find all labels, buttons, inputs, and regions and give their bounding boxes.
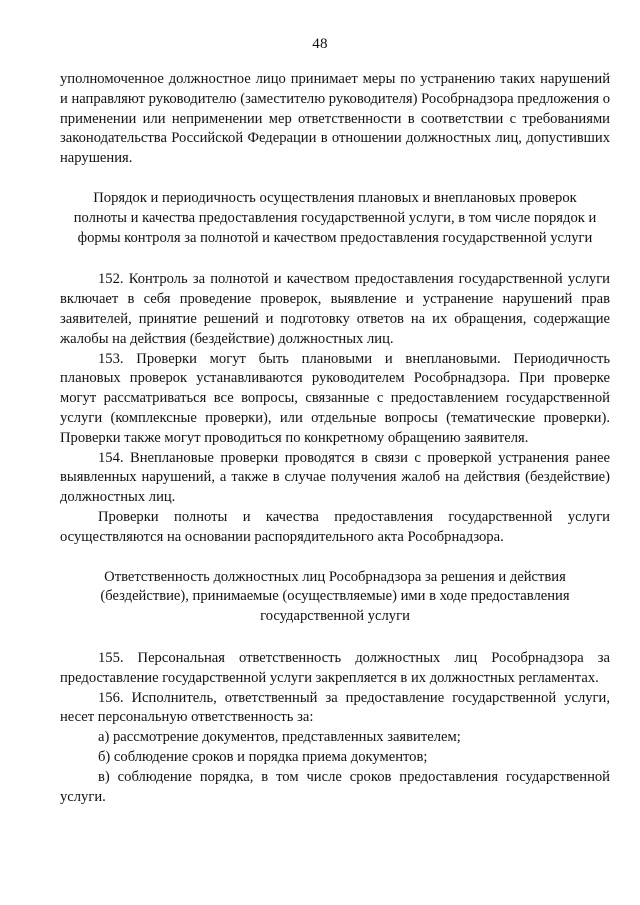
paragraph-152: 152. Контроль за полнотой и качеством предоставления государственной услуги включает в себя проведение проверок, выявление и устранение нарушений прав заявителей, принятие решений и подготовку ответов на их обращения, содержащие жалобы на действия (бездействие) должностных лиц. (60, 271, 610, 347)
document-body (60, 70, 610, 807)
paragraph-155: 155. Персональная ответственность должностных лиц Рособрнадзора за предоставление государственной услуги закрепляется в их должностных регламентах. (60, 649, 610, 686)
list-item-c: в) соблюдение порядка, в том числе сроков предоставления государственной услуги. (60, 768, 610, 805)
paragraph-intro: уполномоченное должностное лицо принимает меры по устранению таких нарушений и направляют руководителю (заместителю руководителя) Рособрнадзора предложения о применении или неприменении мер ответственности в соответствии с требованиями законодательства Российской Федерации в отношении должностных лиц, допустивших нарушения. (60, 71, 610, 167)
paragraph-154-continued: Проверки полноты и качества предоставления государственной услуги осуществляются на основании распорядительного акта Рособрнадзора. (60, 508, 610, 545)
paragraph-153: 153. Проверки могут быть плановыми и внеплановыми. Периодичность плановых проверок устанавливаются руководителем Рособрнадзора. При проверке могут рассматриваться все вопросы, связанные с предоставлением государственной услуги (комплексные проверки), или отдельные вопросы (тематические проверки). Проверки также могут проводиться по конкретному обращению заявителя. (60, 350, 610, 446)
section-heading-control-procedure: Порядок и периодичность осуществления плановых и внеплановых проверок полноты и качества предоставления государственной услуги, в том числе порядок и формы контроля за полнотой и качеством предоставления государственной услуги (73, 189, 597, 246)
section-heading-responsibility: Ответственность должностных лиц Рособрнадзора за решения и действия (бездействие), принимаемые (осуществляемые) ими в ходе предоставления государственной услуги (100, 568, 570, 625)
paragraph-156: 156. Исполнитель, ответственный за предоставление государственной услуги, несет персональную ответственность за: (60, 689, 610, 726)
list-item-b: б) соблюдение сроков и порядка приема документов; (98, 748, 428, 765)
page-number: 48 (312, 36, 328, 52)
paragraph-154: 154. Внеплановые проверки проводятся в связи с проверкой устранения ранее выявленных нарушений, а также в случае получения жалоб на действия (бездействие) должностных лиц. (60, 449, 610, 506)
list-item-a: а) рассмотрение документов, представленных заявителем; (98, 729, 461, 746)
